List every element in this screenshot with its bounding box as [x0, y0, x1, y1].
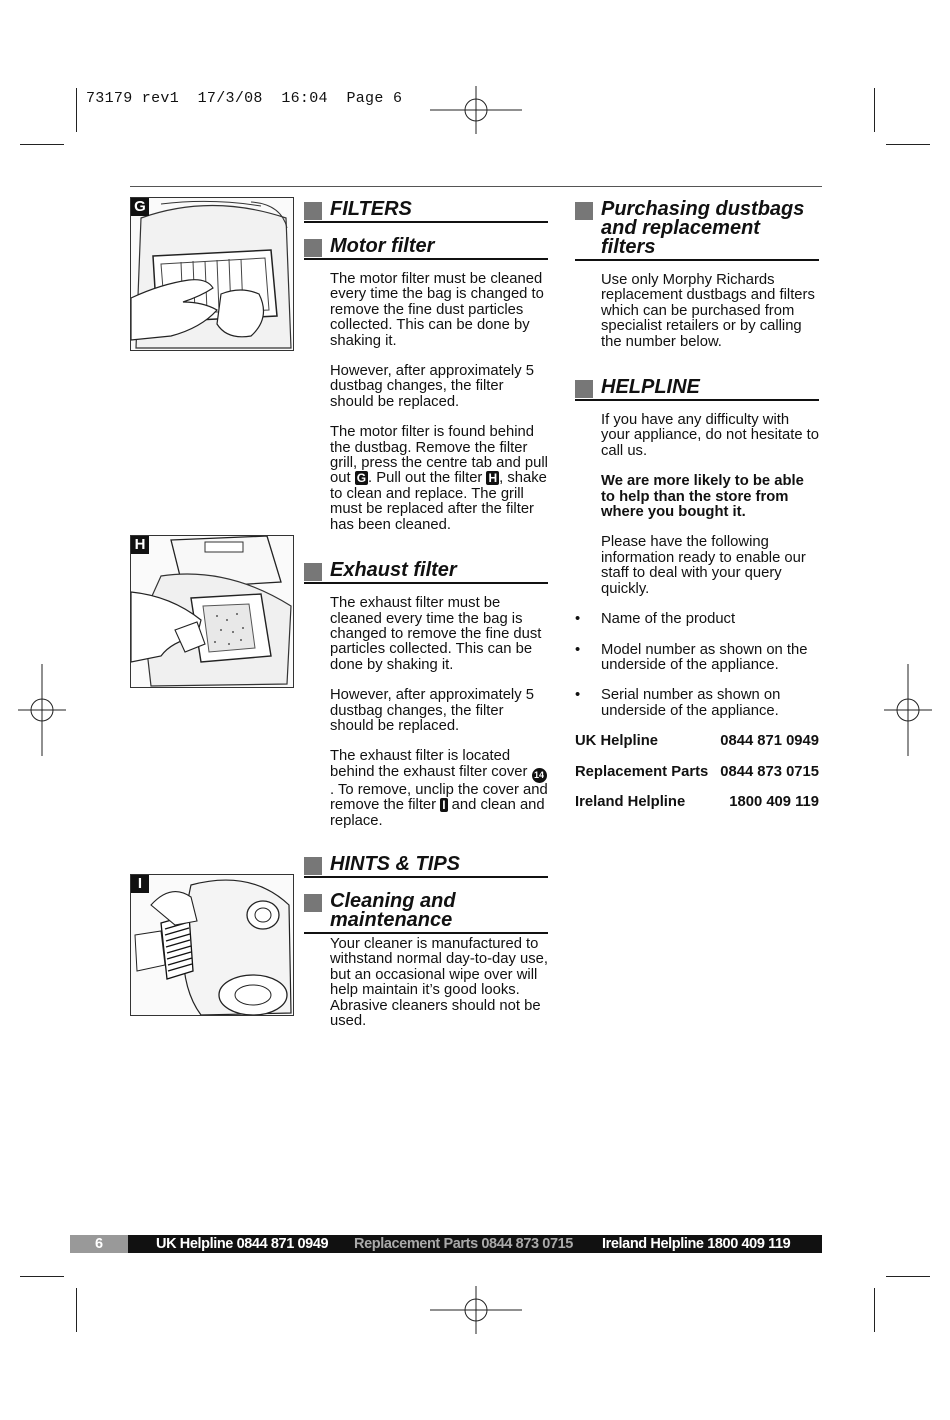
heading-square-icon	[304, 894, 322, 912]
part-number-14-icon: 14	[532, 768, 547, 783]
heading-square-icon	[575, 202, 593, 220]
exhaust-filter-heading	[304, 561, 548, 584]
footer-replacement-parts: Replacement Parts 0844 873 0715	[354, 1236, 573, 1252]
registration-mark-icon	[430, 86, 522, 134]
crop-mark	[886, 144, 930, 145]
helpline-body	[575, 413, 819, 597]
registration-mark-icon	[430, 1286, 522, 1334]
purchasing-body	[575, 273, 819, 350]
heading-square-icon	[304, 202, 322, 220]
paragraph: However, after approximately 5 dustbag changes, the filter should be replaced.	[330, 687, 534, 734]
crop-mark	[886, 1276, 930, 1277]
footer-bar	[70, 1235, 822, 1253]
heading-square-icon	[304, 239, 322, 257]
helpline-heading	[575, 378, 819, 401]
list-item: • Model number as shown on the underside of the appliance.	[575, 641, 808, 673]
helpline-number-row: Ireland Helpline 1800 409 119	[575, 793, 819, 810]
helpline-heading-text: HELPLINE	[601, 376, 700, 399]
heading-square-icon	[304, 563, 322, 581]
figure-label-i: I	[131, 875, 149, 893]
filter-cover-illustration	[131, 875, 293, 1015]
crop-mark	[874, 1288, 875, 1332]
figure-ref-g: G	[356, 471, 367, 486]
motor-filter-illustration	[131, 198, 293, 350]
figure-ref-h: H	[488, 471, 498, 486]
heading-square-icon	[304, 857, 322, 875]
bold-paragraph: We are more likely to be able to help than the store from where you bought it.	[601, 473, 804, 521]
figure-label-g: G	[131, 198, 149, 216]
crop-mark	[20, 1276, 64, 1277]
helpline-number-row: Replacement Parts 0844 873 0715	[575, 763, 819, 780]
paragraph: Use only Morphy Richards replacement dustbags and filters which can be purchased from specialist retailers or by calling the number below.	[601, 272, 815, 350]
bullet-icon: •	[575, 687, 581, 704]
motor-filter-heading-text: Motor filter	[330, 235, 435, 257]
list-item: • Name of the product	[575, 611, 736, 628]
crop-mark	[76, 1288, 77, 1332]
paragraph: Please have the following information ready to enable our staff to deal with your query quickly.	[601, 534, 806, 597]
crop-mark	[20, 144, 64, 145]
footer-uk-helpline: UK Helpline 0844 871 0949	[156, 1236, 329, 1252]
filters-heading	[304, 200, 548, 223]
bullet-icon: •	[575, 611, 581, 628]
bullet-icon: •	[575, 641, 581, 658]
exhaust-filter-body	[304, 596, 548, 829]
paragraph: The motor filter is found behind the dustbag. Remove the filter grill, press the centre tab and pull out G . Pull out the filter H , shake to clean and replace. The grill must be replaced after the filter has been cleaned.	[330, 424, 548, 533]
purchasing-heading	[575, 200, 819, 261]
paragraph: However, after approximately 5 dustbag changes, the filter should be replaced.	[330, 363, 534, 410]
cleaning-heading	[304, 889, 548, 934]
figure-g	[130, 197, 294, 351]
figure-i	[130, 874, 294, 1016]
filters-heading-text: FILTERS	[330, 198, 412, 220]
heading-square-icon	[575, 380, 593, 398]
paragraph: Your cleaner is manufactured to withstand normal day-to-day use, but an occasional wipe over will help maintain it’s good looks. Abrasive cleaners should not be used.	[330, 935, 548, 1029]
motor-filter-heading	[304, 237, 548, 260]
exhaust-filter-illustration	[131, 536, 293, 687]
paragraph: The exhaust filter must be cleaned every time the bag is changed to remove the fine dust particles collected. This can be done by shaking it.	[330, 595, 542, 673]
registration-mark-icon	[884, 664, 932, 756]
footer-ireland-helpline: Ireland Helpline 1800 409 119	[602, 1236, 791, 1252]
registration-mark-icon	[18, 664, 66, 756]
column-filters	[304, 200, 548, 1044]
paragraph: The exhaust filter is located behind the exhaust filter cover 14. To remove, unclip the cover and remove the filter I and clean and replace.	[330, 748, 548, 829]
purchasing-heading-text: Purchasing dustbags and replacement filters	[601, 198, 805, 258]
motor-filter-body	[304, 272, 548, 533]
hints-tips-heading-text: HINTS & TIPS	[330, 852, 461, 875]
figure-label-h: H	[131, 536, 149, 554]
figure-ref-i: I	[442, 798, 446, 813]
page-number: 6	[70, 1235, 128, 1253]
print-slug: 73179 rev1 17/3/08 16:04 Page 6	[86, 90, 403, 107]
list-item: • Serial number as shown on underside of the appliance.	[575, 687, 781, 719]
figure-h	[130, 535, 294, 688]
crop-mark	[874, 88, 875, 132]
cleaning-heading-text: Cleaning and maintenance	[330, 889, 456, 931]
top-rule	[130, 186, 822, 187]
column-helpline	[575, 200, 819, 825]
crop-mark	[76, 88, 77, 132]
helpline-number-row: UK Helpline 0844 871 0949	[575, 733, 819, 750]
hints-tips-heading	[304, 852, 548, 878]
cleaning-body	[304, 937, 548, 1029]
exhaust-filter-heading-text: Exhaust filter	[330, 559, 457, 582]
paragraph: If you have any difficulty with your appliance, do not hesitate to call us.	[601, 412, 819, 459]
paragraph: The motor filter must be cleaned every time the bag is changed to remove the fine dust particles collected. This can be done by shaking it.	[330, 271, 544, 349]
